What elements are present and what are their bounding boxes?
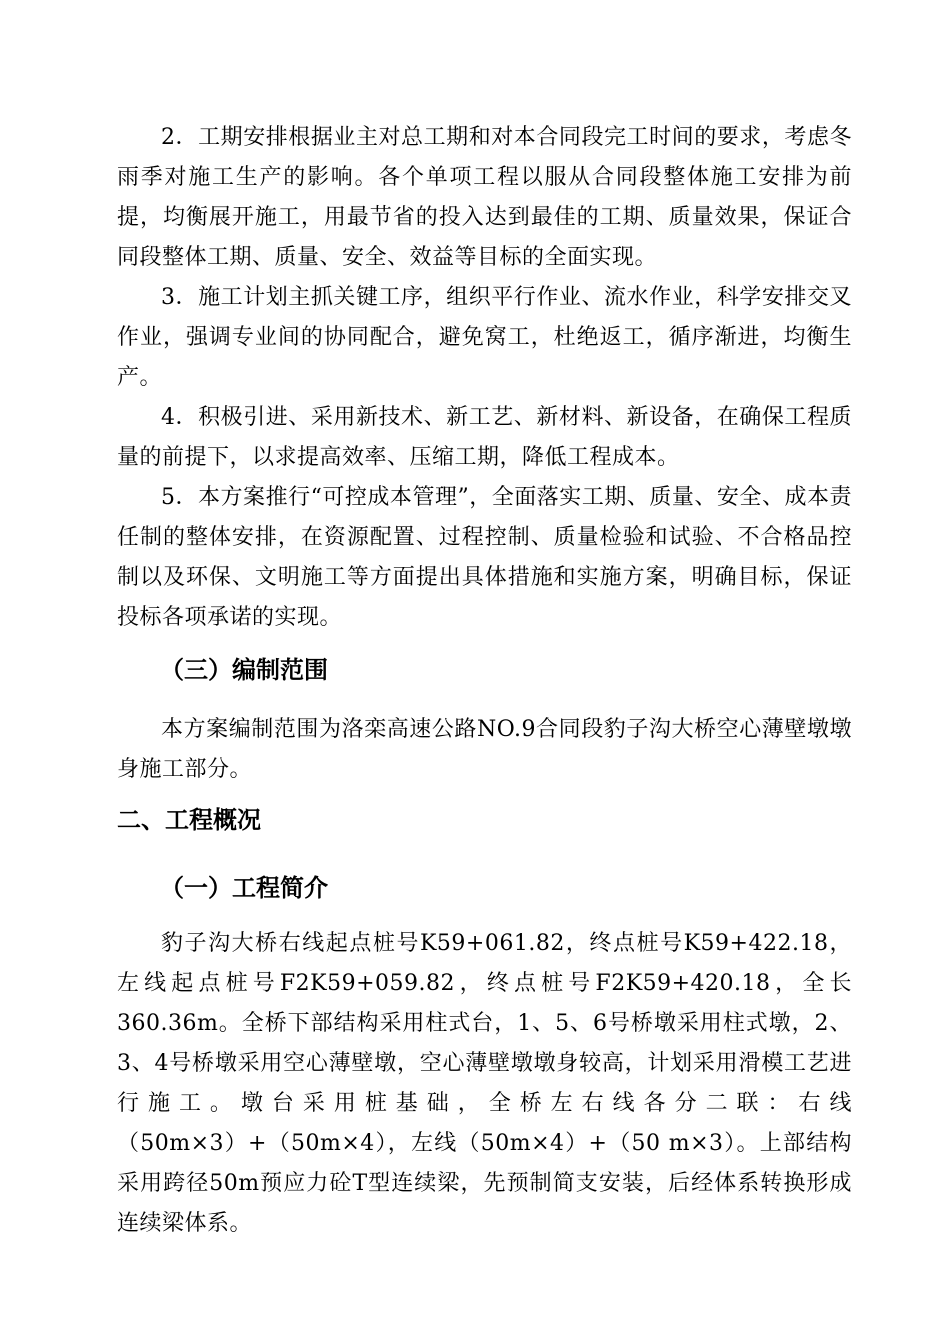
paragraph-cost-management: 5．本方案推行“可控成本管理”，全面落实工期、质量、安全、成本责任制的整体安排，在资源配置、过程控制、质量检验和试验、不合格品控制以及环保、文明施工等方面提出具体措施和实施方案，明确目标，保证投标各项承诺的实现。 [117, 485, 852, 630]
chapter-heading-project-overview: 二、工程概况 [117, 806, 261, 834]
section-heading-project-intro: （一）工程简介 [160, 874, 328, 902]
section-heading-scope: （三）编制范围 [160, 656, 328, 684]
paragraph-scope: 本方案编制范围为洛栾高速公路NO.9合同段豹子沟大桥空心薄壁墩墩身施工部分。 [117, 717, 852, 782]
paragraph-bridge-description: 豹子沟大桥右线起点桩号K59+061.82，终点桩号K59+422.18，左线起点桩号F2K59+059.82，终点桩号F2K59+420.18，全长360.36m。全桥下部结构采用柱式台，1、5、6号桥墩采用柱式墩，2、3、4号桥墩采用空心薄壁墩，空心薄壁墩墩身较高，计划采用滑模工艺进行施工。墩台采用桩基础，全桥左右线各分二联：右线（50m×3）+（50m×4），左线（50m×4）+（50 m×3）。上部结构采用跨径50m预应力砼T型连续梁，先预制简支安装，后经体系转换形成连续梁体系。 [117, 931, 852, 1236]
paragraph-construction-plan: 3．施工计划主抓关键工序，组织平行作业、流水作业，科学安排交叉作业，强调专业间的协同配合，避免窝工，杜绝返工，循序渐进，均衡生产。 [117, 285, 852, 390]
paragraph-schedule-arrangement: 2．工期安排根据业主对总工期和对本合同段完工时间的要求，考虑冬雨季对施工生产的影响。各个单项工程以服从合同段整体施工安排为前提，均衡展开施工，用最节省的投入达到最佳的工期、质量效果，保证合同段整体工期、质量、安全、效益等目标的全面实现。 [117, 125, 852, 270]
paragraph-new-technology: 4．积极引进、采用新技术、新工艺、新材料、新设备，在确保工程质量的前提下，以求提高效率、压缩工期，降低工程成本。 [117, 405, 852, 470]
